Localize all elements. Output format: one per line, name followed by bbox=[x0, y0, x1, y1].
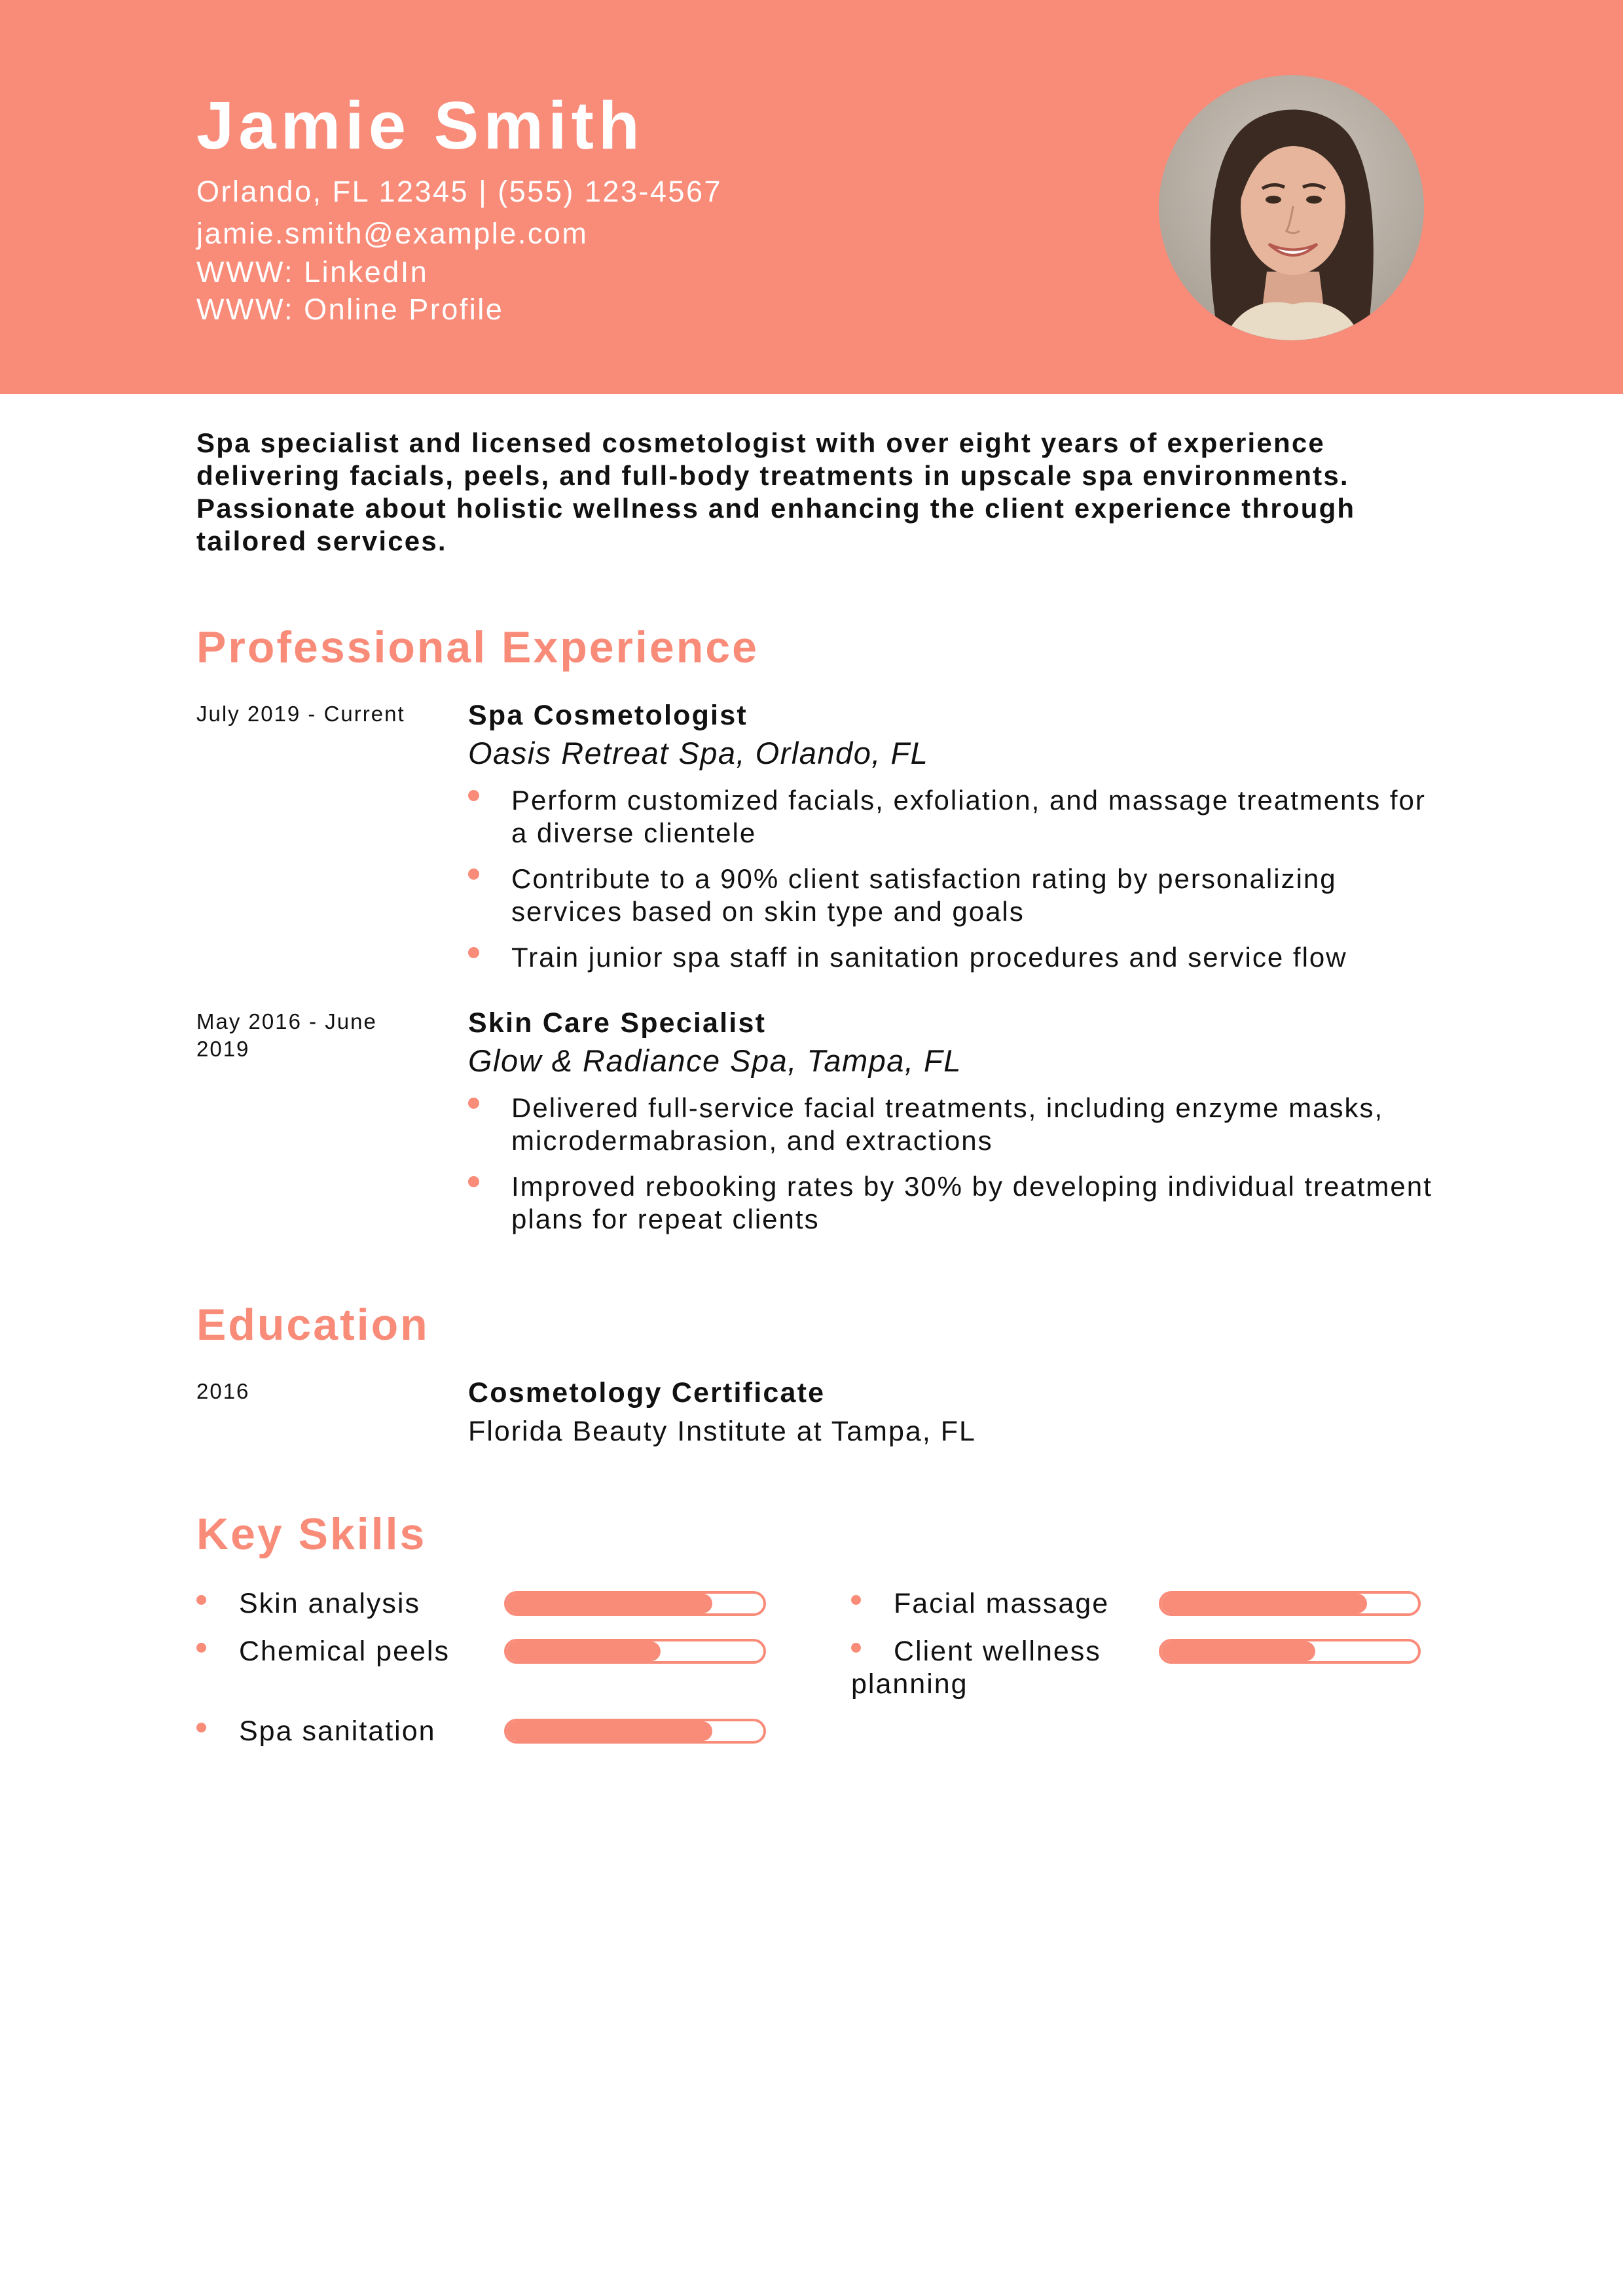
job-title: Skin Care Specialist bbox=[468, 1007, 767, 1039]
skill-name: Chemical peels bbox=[239, 1636, 450, 1667]
skill-level-bar bbox=[504, 1719, 766, 1744]
bullet-dot-icon bbox=[468, 1098, 479, 1109]
skill-level-fill bbox=[1161, 1594, 1367, 1613]
profile-photo bbox=[1159, 75, 1424, 340]
bullet-dot-icon bbox=[851, 1595, 861, 1605]
professional-summary: Spa specialist and licensed cosmetologist with over eight years of experience delivering facials, peels, and full-body treatments in upscale spa environments. Passionate about holistic wellness and enhancing the client experience through tailored services. bbox=[196, 427, 1356, 556]
online-profile-link[interactable]: WWW: Online Profile bbox=[196, 293, 504, 326]
candidate-name: Jamie Smith bbox=[196, 88, 644, 163]
bullet-text: Train junior spa staff in sanitation procedures and service flow bbox=[511, 942, 1347, 973]
bullet-dot-icon bbox=[196, 1595, 206, 1605]
skill-name: Facial massage bbox=[894, 1588, 1110, 1619]
header-banner bbox=[0, 0, 1623, 394]
bullet-text: Perform customized facials, exfoliation, and massage treatments for a diverse clientele bbox=[511, 785, 1426, 848]
bullet-dot-icon bbox=[468, 947, 479, 958]
education-year: 2016 bbox=[196, 1379, 250, 1403]
bullet-text: Contribute to a 90% client satisfaction rating by personalizing services based on skin type and goals bbox=[511, 863, 1337, 927]
bullet-dot-icon bbox=[468, 1176, 479, 1187]
skill-name: Client wellness planning bbox=[851, 1636, 1101, 1700]
bullet-dot-icon bbox=[196, 1643, 206, 1653]
experience-heading: Professional Experience bbox=[196, 622, 759, 672]
skill-level-fill bbox=[507, 1721, 712, 1741]
skill-name: Spa sanitation bbox=[239, 1715, 436, 1747]
skill-level-fill bbox=[507, 1641, 661, 1661]
skill-level-bar bbox=[504, 1639, 766, 1664]
email-link[interactable]: jamie.smith@example.com bbox=[196, 217, 589, 250]
skills-heading: Key Skills bbox=[196, 1509, 427, 1559]
skill-level-fill bbox=[1161, 1641, 1315, 1661]
bullet-dot-icon bbox=[468, 869, 479, 880]
skill-level-bar bbox=[504, 1591, 766, 1616]
job-dates: May 2016 - June 2019 bbox=[196, 1009, 377, 1061]
education-heading: Education bbox=[196, 1300, 429, 1350]
education-degree: Cosmetology Certificate bbox=[468, 1377, 826, 1408]
bullet-dot-icon bbox=[196, 1723, 206, 1732]
skill-level-fill bbox=[507, 1594, 712, 1613]
linkedin-link[interactable]: WWW: LinkedIn bbox=[196, 255, 429, 289]
job-company: Oasis Retreat Spa, Orlando, FL bbox=[468, 736, 929, 770]
skill-level-bar bbox=[1159, 1639, 1421, 1664]
address-phone: Orlando, FL 12345 | (555) 123-4567 bbox=[196, 175, 723, 208]
portrait-illustration bbox=[1159, 75, 1424, 340]
job-dates: July 2019 - Current bbox=[196, 702, 405, 726]
bullet-text: Improved rebooking rates by 30% by developing individual treatment plans for repeat clients bbox=[511, 1171, 1432, 1234]
job-company: Glow & Radiance Spa, Tampa, FL bbox=[468, 1043, 962, 1078]
job-title: Spa Cosmetologist bbox=[468, 700, 748, 731]
education-institution: Florida Beauty Institute at Tampa, FL bbox=[468, 1416, 976, 1447]
skill-level-bar bbox=[1159, 1591, 1421, 1616]
bullet-text: Delivered full-service facial treatments, including enzyme masks, microdermabrasion, and extractions bbox=[511, 1092, 1384, 1156]
bullet-dot-icon bbox=[468, 790, 479, 801]
skill-name: Skin analysis bbox=[239, 1588, 420, 1619]
